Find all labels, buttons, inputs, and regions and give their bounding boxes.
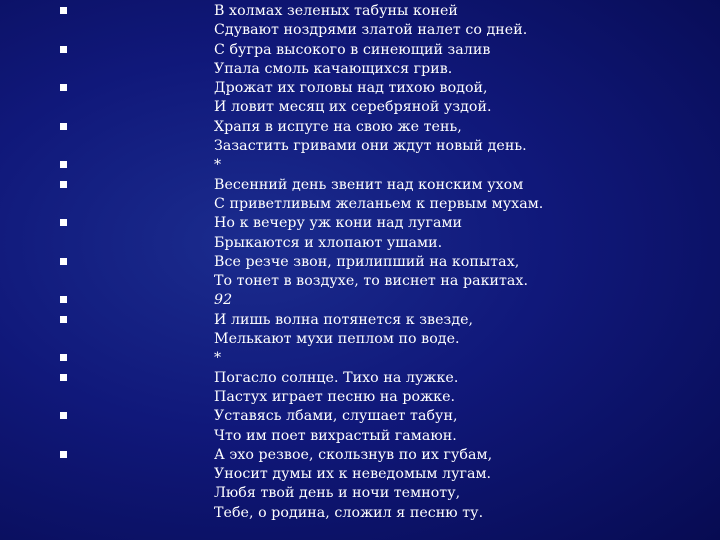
page-number: 92 bbox=[214, 292, 233, 309]
poem-line: Брыкаются и хлопают ушами. bbox=[214, 234, 443, 251]
poem-line: Тебе, о родина, сложил я песню ту. bbox=[214, 504, 484, 521]
stanza-item bbox=[0, 369, 720, 408]
stanza-item bbox=[0, 118, 720, 157]
stanza-item bbox=[0, 484, 720, 523]
poem-line: Храпя в испуге на свою же тень, bbox=[214, 118, 462, 135]
poem-line: Зазастить гривами они ждут новый день. bbox=[214, 138, 527, 155]
poem-line: Любя твой день и ночи темноту, bbox=[214, 485, 461, 502]
poem-line: Упала смоль качающихся грив. bbox=[214, 60, 453, 77]
poem-line: То тонет в воздухе, то виснет на ракитах. bbox=[214, 273, 529, 290]
poem-line: Уносит думы их к неведомым лугам. bbox=[214, 466, 492, 483]
square-bullet-icon bbox=[60, 296, 67, 303]
stanza-item bbox=[0, 176, 720, 215]
stanza-item bbox=[0, 349, 720, 368]
stanza-item bbox=[0, 79, 720, 118]
square-bullet-icon bbox=[60, 7, 67, 14]
poem-line: * bbox=[214, 157, 222, 174]
stanza-item bbox=[0, 291, 720, 310]
stanza-item bbox=[0, 446, 720, 485]
stanza-item bbox=[0, 311, 720, 350]
square-bullet-icon bbox=[60, 412, 67, 419]
poem-line: Погасло солнце. Тихо на лужке. bbox=[214, 369, 459, 386]
square-bullet-icon bbox=[60, 84, 67, 91]
square-bullet-icon bbox=[60, 354, 67, 361]
poem-line: Весенний день звенит над конским ухом bbox=[214, 176, 524, 193]
square-bullet-icon bbox=[60, 161, 67, 168]
poem-line: С приветливым желаньем к первым мухам. bbox=[214, 195, 544, 212]
square-bullet-icon bbox=[60, 46, 67, 53]
poem-line: В холмах зеленых табуны коней bbox=[214, 3, 458, 19]
poem-line: А эхо резвое, скользнув по их губам, bbox=[214, 446, 493, 463]
stanza-item bbox=[0, 253, 720, 292]
square-bullet-icon bbox=[60, 123, 67, 130]
poem-line: Мелькают мухи пеплом по воде. bbox=[214, 331, 460, 348]
poem-line: Сдувают ноздрями златой налет со дней. bbox=[214, 22, 528, 39]
square-bullet-icon bbox=[60, 181, 67, 188]
poem-line: Уставясь лбами, слушает табун, bbox=[214, 408, 458, 425]
poem-line: Пастух играет песню на рожке. bbox=[214, 388, 456, 405]
poem-line: Но к вечеру уж кони над лугами bbox=[214, 215, 463, 232]
square-bullet-icon bbox=[60, 258, 67, 265]
poem-line: И лишь волна потянется к звезде, bbox=[214, 311, 474, 328]
square-bullet-icon bbox=[60, 316, 67, 323]
stanza-item bbox=[0, 407, 720, 446]
poem-line: С бугра высокого в синеющий залив bbox=[214, 41, 491, 58]
square-bullet-icon bbox=[60, 451, 67, 458]
poem-line: Все резче звон, прилипший на копытах, bbox=[214, 253, 520, 270]
stanza-item bbox=[0, 214, 720, 253]
poem-line: И ловит месяц их серебряной уздой. bbox=[214, 99, 492, 116]
stanza-item bbox=[0, 156, 720, 175]
poem-line: Дрожат их головы над тихою водой, bbox=[214, 80, 488, 97]
poem-line: * bbox=[214, 350, 222, 367]
square-bullet-icon bbox=[60, 219, 67, 226]
stanza-item bbox=[0, 41, 720, 80]
poem-line: Что им поет вихрастый гамаюн. bbox=[214, 427, 457, 444]
poem-bullet-list bbox=[0, 2, 720, 523]
stanza-item bbox=[0, 2, 720, 41]
square-bullet-icon bbox=[60, 374, 67, 381]
